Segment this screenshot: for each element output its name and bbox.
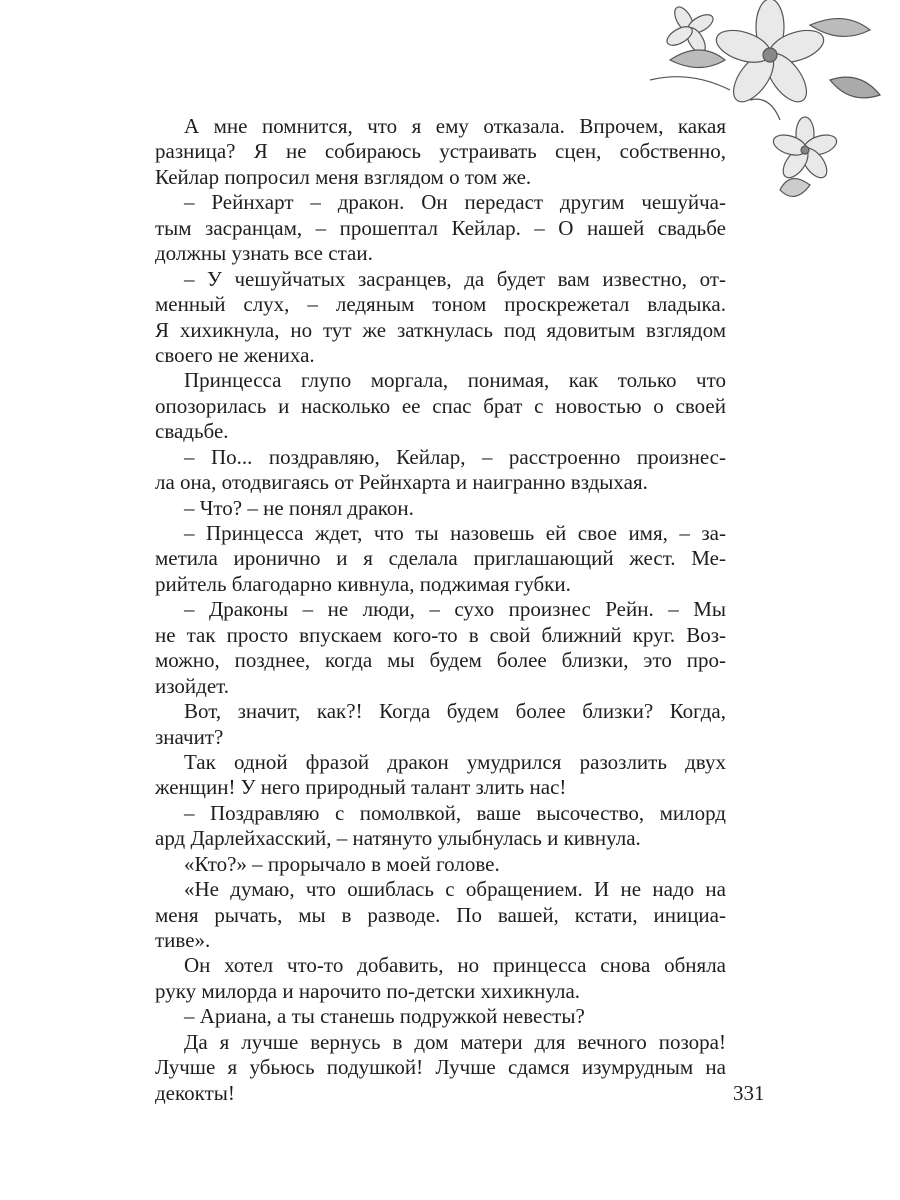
text-line: Он хотел что-то добавить, но принцесса снова обняла: [184, 953, 726, 978]
paragraph: [155, 953, 726, 1004]
text-line: метила иронично и я сделала приглашающий жест. Ме-: [155, 546, 726, 571]
text-line: – Драконы – не люди, – сухо произнес Рейн. – Мы: [184, 597, 726, 622]
paragraph: [155, 597, 726, 699]
text-line: опозорилась и насколько ее спас брат с новостью о своей: [155, 393, 726, 418]
text-line: свадьбе.: [155, 419, 229, 444]
text-line: А мне помнится, что я ему отказала. Впрочем, какая: [184, 114, 726, 138]
paragraph: [155, 445, 726, 496]
text-line: – Ариана, а ты станешь подружкой невесты?: [184, 1004, 585, 1029]
text-line: меня рычать, мы в разводе. По вашей, кстати, инициа-: [155, 902, 726, 927]
text-line: не так просто впускаем кого-то в свой ближний круг. Воз-: [155, 622, 726, 647]
text-line: «Не думаю, что ошиблась с обращением. И не надо на: [184, 877, 726, 902]
paragraph: [155, 1004, 726, 1029]
text-line: изойдет.: [155, 673, 230, 698]
text-line: менный слух, – ледяным тоном проскрежетал владыка.: [155, 292, 726, 317]
page-number: 331: [733, 1081, 765, 1105]
paragraph: [155, 852, 726, 877]
text-line: ла она, отодвигаясь от Рейнхарта и наигранно вздыхая.: [155, 470, 648, 495]
text-line: женщин! У него природный талант злить нас!: [155, 775, 567, 800]
paragraph: [155, 750, 726, 801]
text-line: значит?: [155, 724, 224, 749]
text-line: Лучше я убьюсь подушкой! Лучше сдамся изумрудным на: [155, 1055, 726, 1080]
text-line: тым засранцам, – прошептал Кейлар. – О нашей свадьбе: [155, 215, 726, 240]
text-line: рийтель благодарно кивнула, поджимая губки.: [155, 571, 571, 596]
paragraph: [155, 368, 726, 444]
text-line: разница? Я не собираюсь устраивать сцен, собственно,: [155, 139, 726, 164]
text-line: Я хихикнула, но тут же заткнулась под ядовитым взглядом: [155, 317, 726, 342]
text-line: Так одной фразой дракон умудрился разозлить двух: [184, 749, 726, 774]
paragraph: [155, 699, 726, 750]
text-line: можно, позднее, когда мы будем более близки, это про-: [155, 648, 726, 673]
text-line: – У чешуйчатых засранцев, да будет вам известно, от-: [184, 266, 726, 291]
paragraph: [155, 496, 726, 521]
text-line: Вот, значит, как?! Когда будем более близки? Когда,: [184, 699, 726, 724]
text-line: – Поздравляю с помолвкой, ваше высочество, милорд: [184, 800, 726, 825]
text-line: ард Дарлейхасский, – натянуто улыбнулась и кивнула.: [155, 826, 641, 851]
paragraph: [155, 267, 726, 369]
text-line: своего не жениха.: [155, 342, 315, 367]
paragraph: [155, 1030, 726, 1106]
paragraph: [155, 801, 726, 852]
text-line: Кейлар попросил меня взглядом о том же.: [155, 164, 532, 189]
text-line: – Принцесса ждет, что ты назовешь ей свое имя, – за-: [184, 521, 726, 545]
text-line: тиве».: [155, 928, 211, 952]
paragraph: [155, 521, 726, 597]
paragraph: [155, 877, 726, 953]
text-line: руку милорда и нарочито по-детски хихикнула.: [155, 978, 581, 1003]
body-text: [155, 114, 726, 1106]
paragraph: [155, 190, 726, 266]
text-line: декокты!: [155, 1080, 235, 1105]
text-line: – Что? – не понял дракон.: [184, 495, 414, 520]
text-line: Принцесса глупо моргала, понимая, как только что: [184, 368, 726, 393]
text-line: – По... поздравляю, Кейлар, – расстроенно произнес-: [184, 444, 726, 469]
text-line: Да я лучше вернусь в дом матери для вечного позора!: [184, 1029, 726, 1054]
text-line: должны узнать все стаи.: [155, 241, 373, 266]
text-line: – Рейнхарт – дракон. Он передаст другим чешуйча-: [184, 190, 726, 215]
text-line: «Кто?» – прорычало в моей голове.: [184, 851, 500, 876]
paragraph: [155, 114, 726, 190]
